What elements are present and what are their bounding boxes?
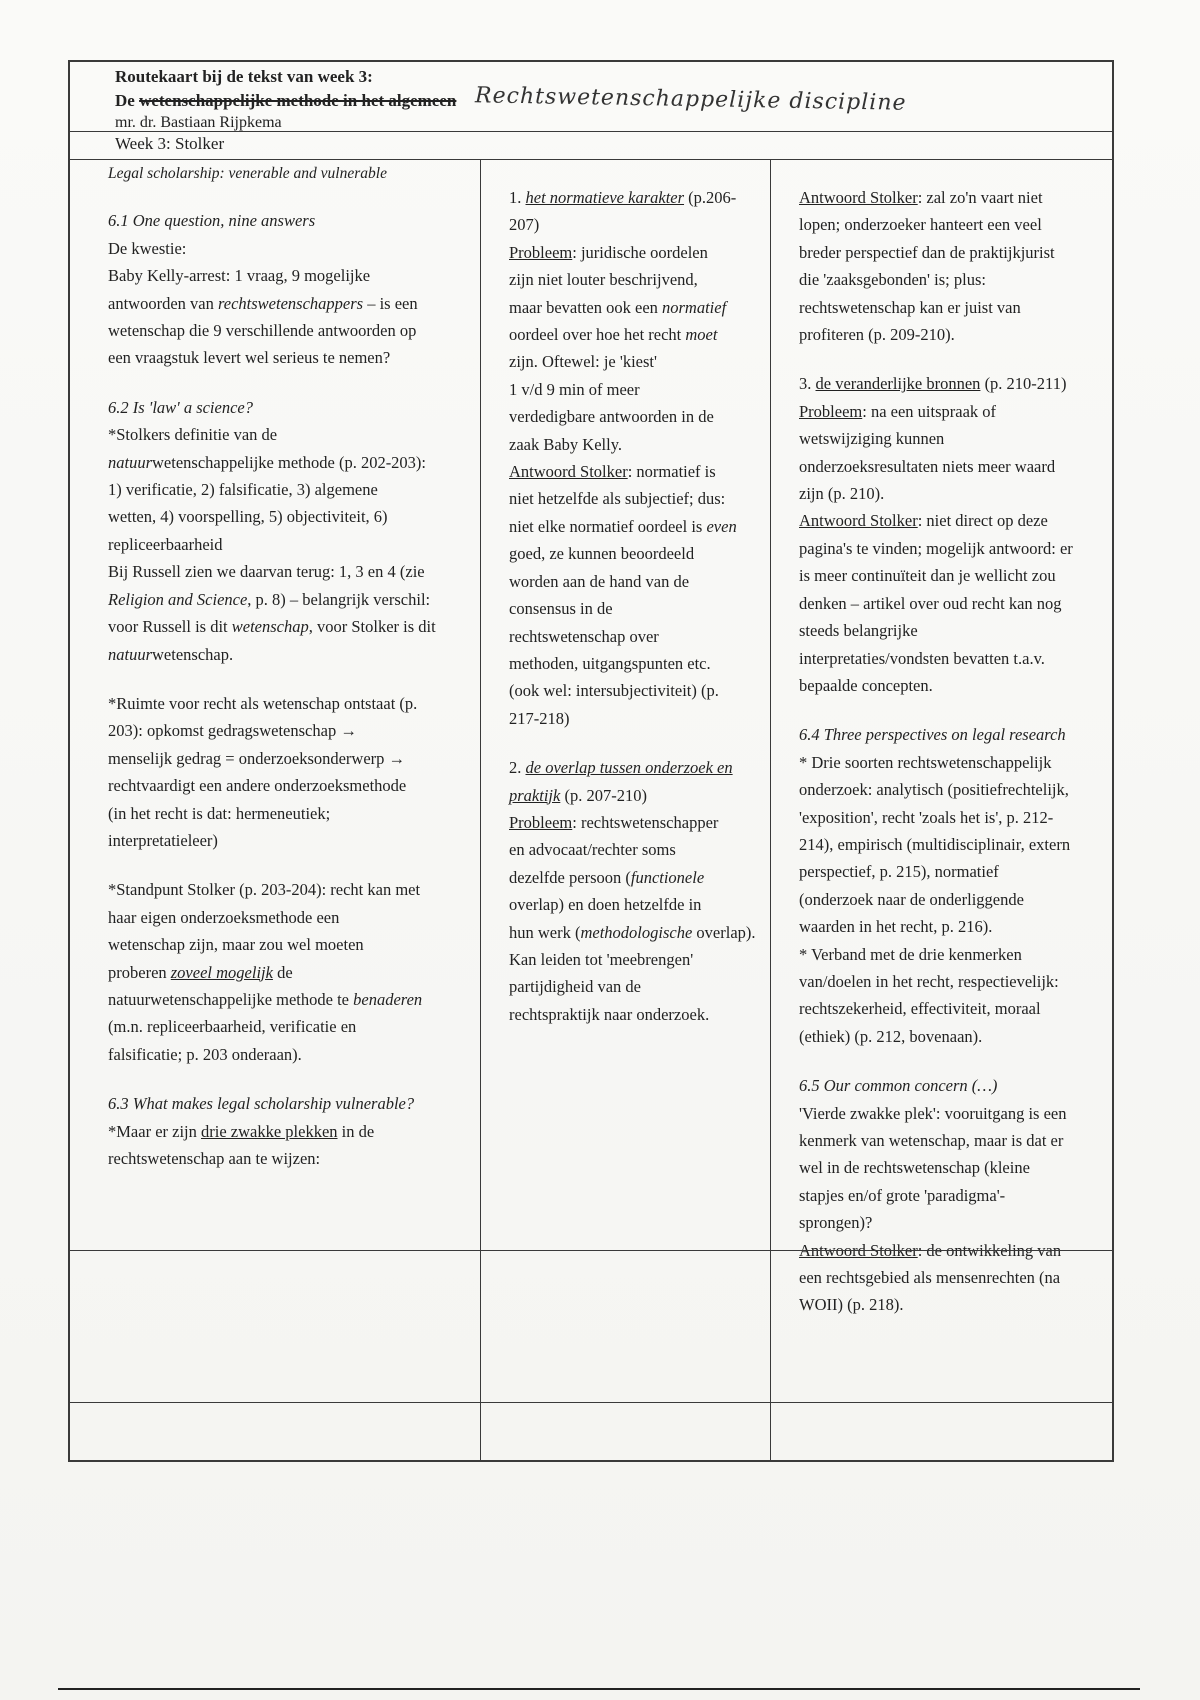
text-line: maar bevatten ook een normatief [509,297,727,317]
text-line: wetenschap die 9 verschillende antwoorden op [108,321,417,341]
text-line: bepaalde concepten. [799,675,933,695]
text-line: zijn niet louter beschrijvend, [509,270,698,290]
text-line: repliceerbaarheid [108,534,223,554]
text-line: oordeel over hoe het recht moet [509,325,718,345]
text-line: worden aan de hand van de [509,571,690,591]
text-line: menselijk gedrag = onderzoeksonderwerp → [108,748,406,768]
text-line: van/doelen in het recht, respectievelijk: [799,971,1059,991]
text-line: waarden in het recht, p. 216). [799,917,993,937]
text-line: een rechtsgebied als mensenrechten (na [799,1268,1061,1288]
text-line: interpretatieleer) [108,830,218,850]
text-line: 203): opkomst gedragswetenschap → [108,721,357,741]
text-line: overlap) en doen hetzelfde in [509,895,702,915]
text-line: *Standpunt Stolker (p. 203-204): recht kan met [108,880,421,900]
text-line: 1 v/d 9 min of meer [509,379,640,399]
text-line: profiteren (p. 209-210). [799,325,955,345]
text-line: een vraagstuk levert wel serieus te nemen? [108,348,391,368]
text-line: *Maar er zijn drie zwakke plekken in de [108,1121,375,1141]
point-3-heading: 3. de veranderlijke bronnen (p. 210-211) [799,374,1067,394]
text-line: Probleem: na een uitspraak of [799,401,997,421]
text-line: niet hetzelfde als subjectief; dus: [509,489,726,509]
document-title: Routekaart bij de tekst van week 3: [115,67,373,86]
text-line: is meer continuïteit dan je wellicht zou [799,566,1056,586]
text-line: onderzoeksresultaten niets meer waard [799,456,1056,476]
text-line: perspectief, p. 215), normatief [799,862,999,882]
text-line: proberen zoveel mogelijk de [108,962,293,982]
row-divider [70,1250,1112,1251]
text-line: hun werk (methodologische overlap). [509,922,756,942]
text-line: lopen; onderzoeker hanteert een veel [799,215,1042,235]
heading-6-5: 6.5 Our common concern (…) [799,1076,998,1096]
text-line: niet elke normatief oordeel is even [509,516,737,536]
week-label: Week 3: Stolker [70,132,1112,160]
text-line: kenmerk van wetenschap, maar is dat er [799,1131,1064,1150]
text-line: Bij Russell zien we daarvan terug: 1, 3 en 4 (zie [108,562,425,582]
text-line: zaak Baby Kelly. [509,434,623,454]
text-line: partijdigheid van de [509,977,641,997]
text-line: wetswijziging kunnen [799,429,945,449]
column-left [70,160,480,1460]
columns-area [70,160,1112,1460]
text-line: WOII) (p. 218). [799,1295,904,1315]
text-line: steeds belangrijke [799,621,918,641]
heading-6-1: 6.1 One question, nine answers [108,211,316,231]
text-line: rechtspraktijk naar onderzoek. [509,1004,710,1024]
handwritten-correction: Rechtswetenschappelijke discipline [474,83,907,116]
text-line: De kwestie: [108,238,187,258]
text-line: (in het recht is dat: hermeneutiek; [108,803,331,823]
text-line: onderzoek: analytisch (positiefrechtelijk, [799,780,1069,800]
text-line: consensus in de [509,599,613,619]
text-line: (m.n. repliceerbaarheid, verificatie en [108,1017,357,1037]
text-line: zijn (p. 210). [799,484,885,504]
text-line: rechtszekerheid, effectiviteit, moraal [799,999,1041,1019]
text-line: 207) [509,215,540,235]
text-line: interpretaties/vondsten bevatten t.a.v. [799,648,1045,668]
heading-6-2: 6.2 Is 'law' a science? [108,397,253,417]
point-2-heading: 2. de overlap tussen onderzoek en [509,758,733,778]
text-line: falsificatie; p. 203 onderaan). [108,1044,302,1064]
text-line: Kan leiden tot 'meebrengen' [509,949,694,969]
text-line: rechtswetenschap over [509,626,659,646]
route-map-table [68,60,1114,1462]
text-line: dezelfde persoon (functionele [509,867,705,887]
text-line: 'Vierde zwakke plek': vooruitgang is een [799,1103,1067,1123]
text-line: rechtswetenschap aan te wijzen: [108,1149,321,1168]
subtitle-line: De wetenschappelijke methode in het algemeen Rechtswetenschappelijke discipline [115,83,907,116]
author: mr. dr. Bastiaan Rijpkema [115,114,282,131]
text-line: 'exposition', recht 'zoals het is', p. 212- [799,807,1054,827]
text-line: wel in de rechtswetenschap (kleine [799,1158,1030,1178]
heading-6-3: 6.3 What makes legal scholarship vulnerable? [108,1094,415,1114]
text-line: die 'zaaksgebonden' is; plus: [799,270,986,290]
text-line: denken – artikel over oud recht kan nog [799,593,1062,613]
text-line: Probleem: juridische oordelen [509,242,708,262]
text-line: Probleem: rechtswetenschapper [509,812,719,832]
text-line: en advocaat/rechter soms [509,840,676,860]
text-line: methoden, uitgangspunten etc. [509,653,711,673]
text-line: stapjes en/of grote 'paradigma'- [799,1185,1006,1205]
text-line: breder perspectief dan de praktijkjurist [799,242,1055,262]
header-cell [70,62,1112,132]
text-line: voor Russell is dit wetenschap, voor Stolker is dit [108,617,436,637]
text-line: natuurwetenschappelijke methode (p. 202-203): [108,452,427,472]
page-bottom-rule [58,1688,1140,1690]
column-right [770,160,1112,1460]
text-line: wetten, 4) voorspelling, 5) objectiviteit, 6) [108,507,388,527]
text-line: * Verband met de drie kenmerken [799,944,1022,964]
text-line: Antwoord Stolker: de ontwikkeling van [799,1240,1062,1260]
column-middle [480,160,770,1460]
text-line: natuurwetenschappelijke methode te benaderen [108,989,423,1009]
text-line: * Drie soorten rechtswetenschappelijk [799,752,1052,772]
text-line: *Ruimte voor recht als wetenschap ontstaat (p. [108,693,418,713]
text-line: haar eigen onderzoeksmethode een [108,907,340,927]
text-line: 1) verificatie, 2) falsificatie, 3) algemene [108,480,378,500]
text-line: Antwoord Stolker: zal zo'n vaart niet [799,188,1043,207]
text-line: antwoorden van rechtswetenschappers – is een [108,293,418,313]
text-line: (ook wel: intersubjectiviteit) (p. [509,681,719,701]
text-line: praktijk (p. 207-210) [509,785,647,805]
text-line: *Stolkers definitie van de [108,425,278,445]
struck-subtitle: wetenschappelijke methode in het algemeen [139,91,457,110]
text-line: rechtswetenschap kan er juist van [799,297,1021,317]
text-line: Antwoord Stolker: normatief is [509,462,716,482]
text-line: rechtvaardigt een andere onderzoeksmethode [108,776,407,796]
text-line: (ethiek) (p. 212, bovenaan). [799,1026,983,1046]
text-line: Religion and Science, p. 8) – belangrijk verschil: [108,589,431,609]
text-line: (onderzoek naar de onderliggende [799,889,1024,909]
row-divider [70,1402,1112,1403]
text-line: zijn. Oftewel: je 'kiest' [509,352,657,372]
text-line: Baby Kelly-arrest: 1 vraag, 9 mogelijke [108,266,371,286]
text-line: Antwoord Stolker: niet direct op deze [799,511,1048,531]
text-line: 217-218) [509,708,570,728]
text-line: sprongen)? [799,1213,873,1233]
section-subtitle: Legal scholarship: venerable and vulnerable [108,165,387,182]
point-1-heading: 1. het normatieve karakter (p.206- [509,188,737,207]
text-line: 214), empirisch (multidisciplinair, extern [799,834,1071,854]
text-line: wetenschap zijn, maar zou wel moeten [108,935,364,955]
text-line: verdedigbare antwoorden in de [509,407,714,427]
text-line: pagina's te vinden; mogelijk antwoord: er [799,538,1073,558]
heading-6-4: 6.4 Three perspectives on legal research [799,725,1066,745]
text-line: goed, ze kunnen beoordeeld [509,544,695,564]
text-line: natuurwetenschap. [108,644,234,664]
